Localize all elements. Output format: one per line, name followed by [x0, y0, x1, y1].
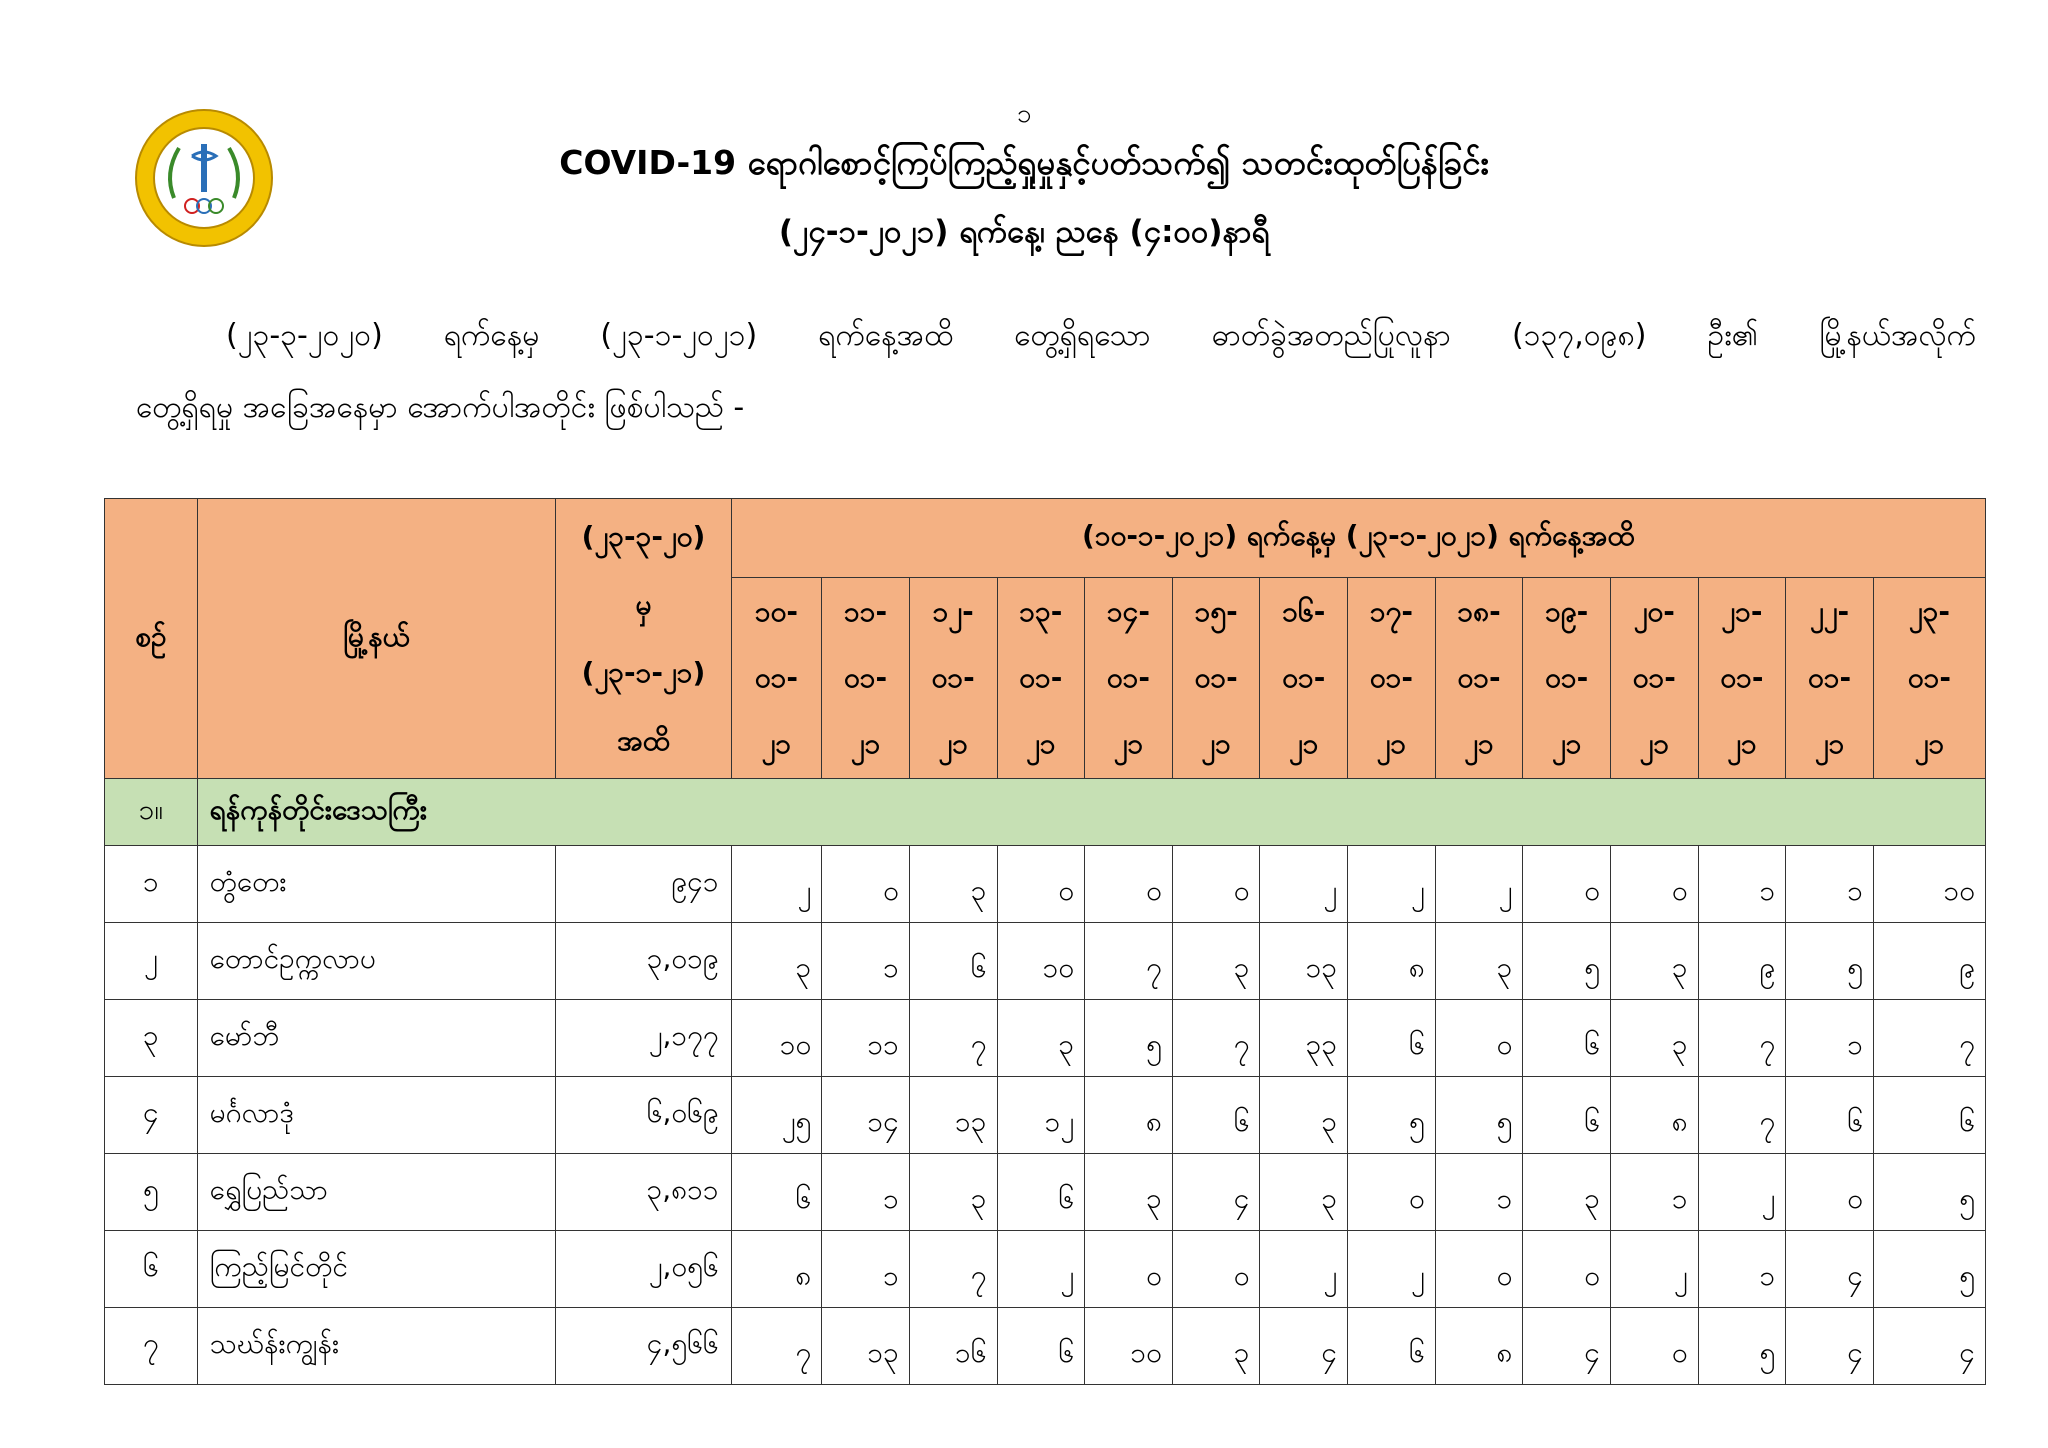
date-header-part: ၀၁- [931, 661, 975, 694]
date-header-part: ၁၈- [1457, 595, 1501, 628]
daily-count: ၁ [1786, 1000, 1874, 1077]
table-row [105, 1000, 1986, 1077]
daily-count: ၆ [1348, 1000, 1436, 1077]
row-number: ၃ [105, 1000, 198, 1077]
daily-count: ၄ [1873, 1308, 1985, 1385]
daily-count: ၆ [997, 1154, 1085, 1231]
daily-count: ၆ [1873, 1077, 1985, 1154]
daily-count: ၀ [1523, 846, 1611, 923]
daily-count: ၁ [1698, 846, 1786, 923]
date-header-cell [909, 578, 997, 779]
daily-count: ၁၁ [822, 1000, 910, 1077]
daily-count: ၈ [1611, 1077, 1699, 1154]
township-name: တောင်ဥက္ကလာပ [197, 923, 556, 1000]
daily-count: ၅ [1873, 1231, 1985, 1308]
date-header-part: ၀၁- [1457, 661, 1501, 694]
daily-count: ၂ [1698, 1154, 1786, 1231]
daily-count: ၀ [1435, 1231, 1523, 1308]
daily-count: ၁ [822, 1231, 910, 1308]
header-cumulative-line: မှ [635, 587, 652, 621]
section-number: ၁။ [105, 779, 198, 846]
date-header-part: ၂၁ [1639, 727, 1670, 760]
daily-count: ၀ [1172, 1231, 1260, 1308]
daily-count: ၂ [1348, 1231, 1436, 1308]
daily-count: ၇ [1873, 1000, 1985, 1077]
daily-count: ၃ [1085, 1154, 1173, 1231]
daily-count: ၀ [1523, 1231, 1611, 1308]
date-header-part: ၀၁- [1720, 661, 1764, 694]
daily-count: ၃ [909, 846, 997, 923]
date-header-part: ၂၁ [761, 727, 792, 760]
daily-count: ၅ [1085, 1000, 1173, 1077]
daily-count: ၃ [1260, 1154, 1348, 1231]
date-header-part: ၂၀- [1633, 595, 1675, 628]
date-header-part: ၂၁ [1376, 727, 1407, 760]
header-date-range: (၁၀-၁-၂၀၂၁) ရက်နေ့မှ (၂၃-၁-၂၀၂၁) ရက်နေ့အထိ [731, 499, 1985, 578]
daily-count: ၈ [1435, 1308, 1523, 1385]
row-number: ၇ [105, 1308, 198, 1385]
daily-count: ၅ [1435, 1077, 1523, 1154]
date-header-cell [1786, 578, 1874, 779]
row-number: ၂ [105, 923, 198, 1000]
cumulative-total: ၂,၁၇၇ [556, 1000, 731, 1077]
header-township: မြို့နယ် [197, 499, 556, 779]
date-header-part: ၀၁- [844, 661, 888, 694]
daily-count: ၆ [1172, 1077, 1260, 1154]
date-header-part: ၁၉- [1545, 595, 1589, 628]
row-number: ၆ [105, 1231, 198, 1308]
daily-count: ၁၀ [1085, 1308, 1173, 1385]
date-header-part: ၂၃- [1908, 595, 1951, 628]
township-cases-table [104, 498, 1986, 1385]
header-cumulative-line: (၂၃-၁-၂၁) [581, 655, 706, 689]
date-header-part: ၁၇- [1369, 595, 1413, 628]
date-header-part: ၁၆- [1282, 595, 1326, 628]
daily-count: ၇ [1698, 1000, 1786, 1077]
date-header-part: ၁၄- [1106, 595, 1151, 628]
township-name: တွံတေး [197, 846, 556, 923]
daily-count: ၅ [1523, 923, 1611, 1000]
date-header-cell [1348, 578, 1436, 779]
daily-count: ၁၄ [822, 1077, 910, 1154]
daily-count: ၁ [822, 923, 910, 1000]
date-header-part: ၂၁ [1814, 727, 1845, 760]
date-header-cell [731, 578, 822, 779]
daily-count: ၁ [822, 1154, 910, 1231]
daily-count: ၄ [1786, 1308, 1874, 1385]
township-name: မင်္ဂလာဒုံ [197, 1077, 556, 1154]
daily-count: ၃ [731, 923, 822, 1000]
daily-count: ၃ [1172, 923, 1260, 1000]
daily-count: ၃ [1523, 1154, 1611, 1231]
township-name: သဃ်န်းကျွန်း [197, 1308, 556, 1385]
date-header-part: ၂၁- [1721, 595, 1763, 628]
daily-count: ၁၂ [997, 1077, 1085, 1154]
date-header-cell [1698, 578, 1786, 779]
daily-count: ၅ [1873, 1154, 1985, 1231]
table-row [105, 1308, 1986, 1385]
date-header-part: ၂၁ [1026, 727, 1056, 760]
daily-count: ၂ [731, 846, 822, 923]
daily-count: ၂ [997, 1231, 1085, 1308]
daily-count: ၅ [1348, 1077, 1436, 1154]
daily-count: ၁၃ [1260, 923, 1348, 1000]
daily-count: ၂ [1435, 846, 1523, 923]
cumulative-total: ၆,၀၆၉ [556, 1077, 731, 1154]
daily-count: ၀ [1172, 846, 1260, 923]
table-row [105, 1077, 1986, 1154]
daily-count: ၇ [731, 1308, 822, 1385]
daily-count: ၈ [1348, 923, 1436, 1000]
township-name: ကြည့်မြင်တိုင် [197, 1231, 556, 1308]
daily-count: ၇ [909, 1231, 997, 1308]
header-cumulative [556, 499, 731, 779]
table-row [105, 1231, 1986, 1308]
date-header-cell [1611, 578, 1699, 779]
row-number: ၅ [105, 1154, 198, 1231]
daily-count: ၃ [1611, 923, 1699, 1000]
date-header-part: ၂၁ [1914, 727, 1945, 760]
daily-count: ၉ [1698, 923, 1786, 1000]
date-header-part: ၀၁- [1907, 661, 1952, 694]
date-header-part: ၂၂- [1810, 595, 1850, 628]
daily-count: ၅ [1698, 1308, 1786, 1385]
date-header-cell [1435, 578, 1523, 779]
date-header-cell [997, 578, 1085, 779]
daily-count: ၁၃ [909, 1077, 997, 1154]
township-name: မော်ဘီ [197, 1000, 556, 1077]
daily-count: ၁ [1435, 1154, 1523, 1231]
intro-paragraph [136, 300, 1976, 444]
date-header-cell [1085, 578, 1173, 779]
table-header-row [105, 499, 1986, 578]
daily-count: ၂ [1611, 1231, 1699, 1308]
page-subtitle: (၂၄-၁-၂၀၂၁) ရက်နေ့၊ ညနေ (၄:၀၀)နာရီ [778, 214, 1270, 250]
daily-count: ၀ [822, 846, 910, 923]
date-header-cell [1172, 578, 1260, 779]
date-header-cell [822, 578, 910, 779]
daily-count: ၇ [1698, 1077, 1786, 1154]
daily-count: ၃ [909, 1154, 997, 1231]
header-serial: စဉ် [105, 499, 198, 779]
cumulative-total: ၃,၈၁၁ [556, 1154, 731, 1231]
daily-count: ၉ [1873, 923, 1985, 1000]
daily-count: ၃ [1435, 923, 1523, 1000]
date-header-part: ၁၀- [754, 595, 798, 628]
daily-count: ၃ [1172, 1308, 1260, 1385]
daily-count: ၁၃ [822, 1308, 910, 1385]
daily-count: ၄ [1172, 1154, 1260, 1231]
daily-count: ၆ [1523, 1000, 1611, 1077]
daily-count: ၃၃ [1260, 1000, 1348, 1077]
daily-count: ၁၀ [731, 1000, 822, 1077]
daily-count: ၃ [997, 1000, 1085, 1077]
daily-count: ၀ [1611, 1308, 1699, 1385]
date-header-part: ၂၁ [1289, 727, 1319, 760]
date-header-part: ၁၁- [844, 595, 888, 628]
date-header-part: ၀၁- [1019, 661, 1063, 694]
daily-count: ၇ [909, 1000, 997, 1077]
daily-count: ၀ [1085, 846, 1173, 923]
daily-count: ၁၆ [909, 1308, 997, 1385]
header-cumulative-line: (၂၃-၃-၂၀) [581, 519, 706, 553]
page-number: ၁ [1016, 99, 1032, 129]
header-cumulative-line: အထိ [617, 723, 670, 757]
cumulative-total: ၉၄၁ [556, 846, 731, 923]
date-header-part: ၂၁ [1113, 727, 1144, 760]
date-header-part: ၀၁- [1106, 661, 1151, 694]
daily-count: ၁၀ [997, 923, 1085, 1000]
page-title: COVID-19 ရောဂါစောင့်ကြပ်ကြည့်ရှုမှုနှင့်ပတ်သက်၍ သတင်းထုတ်ပြန်ခြင်း [559, 143, 1489, 182]
table-row [105, 923, 1986, 1000]
daily-count: ၂ [1260, 846, 1348, 923]
daily-count: ၀ [1435, 1000, 1523, 1077]
daily-count: ၇ [1172, 1000, 1260, 1077]
daily-count: ၆ [1348, 1308, 1436, 1385]
date-header-part: ၂၁ [1551, 727, 1582, 760]
date-header-part: ၀၁- [1545, 661, 1589, 694]
row-number: ၁ [105, 846, 198, 923]
daily-count: ၆ [997, 1308, 1085, 1385]
date-header-part: ၀၁- [1632, 661, 1676, 694]
daily-count: ၄ [1260, 1308, 1348, 1385]
cumulative-total: ၄,၅၆၆ [556, 1308, 731, 1385]
date-header-part: ၁၅- [1194, 595, 1238, 628]
daily-count: ၄ [1523, 1308, 1611, 1385]
date-header-part: ၁၃- [1019, 595, 1063, 628]
intro-line-1: (၂၃-၃-၂၀၂၀) ရက်နေ့မှ (၂၃-၁-၂၀၂၁) ရက်နေ့အထိ တွေ့ရှိရသော ဓာတ်ခွဲအတည်ပြုလူနာ (၁၃၇,၀၉၈) ဦး၏ မြို့နယ်အလိုက် [226, 318, 1976, 353]
daily-count: ၆ [909, 923, 997, 1000]
date-header-part: ၀၁- [1282, 661, 1326, 694]
date-header-cell [1873, 578, 1985, 779]
daily-count: ၂ [1260, 1231, 1348, 1308]
daily-count: ၇ [1085, 923, 1173, 1000]
daily-count: ၀ [1786, 1154, 1874, 1231]
date-header-part: ၀၁- [1369, 661, 1413, 694]
daily-count: ၈ [1085, 1077, 1173, 1154]
date-header-cell [1523, 578, 1611, 779]
cumulative-total: ၂,၀၅၆ [556, 1231, 731, 1308]
date-header-part: ၁၂- [932, 595, 974, 628]
cumulative-total: ၃,၀၁၉ [556, 923, 731, 1000]
daily-count: ၂ [1348, 846, 1436, 923]
date-header-part: ၂၁ [850, 727, 881, 760]
date-header-part: ၀၁- [1194, 661, 1238, 694]
daily-count: ၁ [1786, 846, 1874, 923]
date-header-cell [1260, 578, 1348, 779]
daily-count: ၆ [1523, 1077, 1611, 1154]
daily-count: ၀ [997, 846, 1085, 923]
date-header-part: ၀၁- [1808, 661, 1852, 694]
date-header-part: ၂၁ [938, 727, 968, 760]
date-header-part: ၀၁- [754, 661, 798, 694]
table-row [105, 1154, 1986, 1231]
daily-count: ၀ [1611, 846, 1699, 923]
daily-count: ၀ [1085, 1231, 1173, 1308]
intro-line-2: တွေ့ရှိရမှု အခြေအနေမှာ အောက်ပါအတိုင်း ဖြစ်ပါသည် - [136, 390, 745, 425]
daily-count: ၁၀ [1873, 846, 1985, 923]
date-header-part: ၂၁ [1727, 727, 1757, 760]
daily-count: ၀ [1348, 1154, 1436, 1231]
date-header-part: ၂၁ [1201, 727, 1231, 760]
daily-count: ၂၅ [731, 1077, 822, 1154]
daily-count: ၁ [1611, 1154, 1699, 1231]
daily-count: ၁ [1698, 1231, 1786, 1308]
date-header-part: ၂၁ [1464, 727, 1494, 760]
daily-count: ၃ [1260, 1077, 1348, 1154]
section-row [105, 779, 1986, 846]
section-name: ရန်ကုန်တိုင်းဒေသကြီး [197, 779, 1985, 846]
daily-count: ၄ [1786, 1231, 1874, 1308]
daily-count: ၈ [731, 1231, 822, 1308]
daily-count: ၆ [1786, 1077, 1874, 1154]
table-row [105, 846, 1986, 923]
daily-count: ၅ [1786, 923, 1874, 1000]
row-number: ၄ [105, 1077, 198, 1154]
daily-count: ၆ [731, 1154, 822, 1231]
township-name: ရွှေပြည်သာ [197, 1154, 556, 1231]
daily-count: ၃ [1611, 1000, 1699, 1077]
